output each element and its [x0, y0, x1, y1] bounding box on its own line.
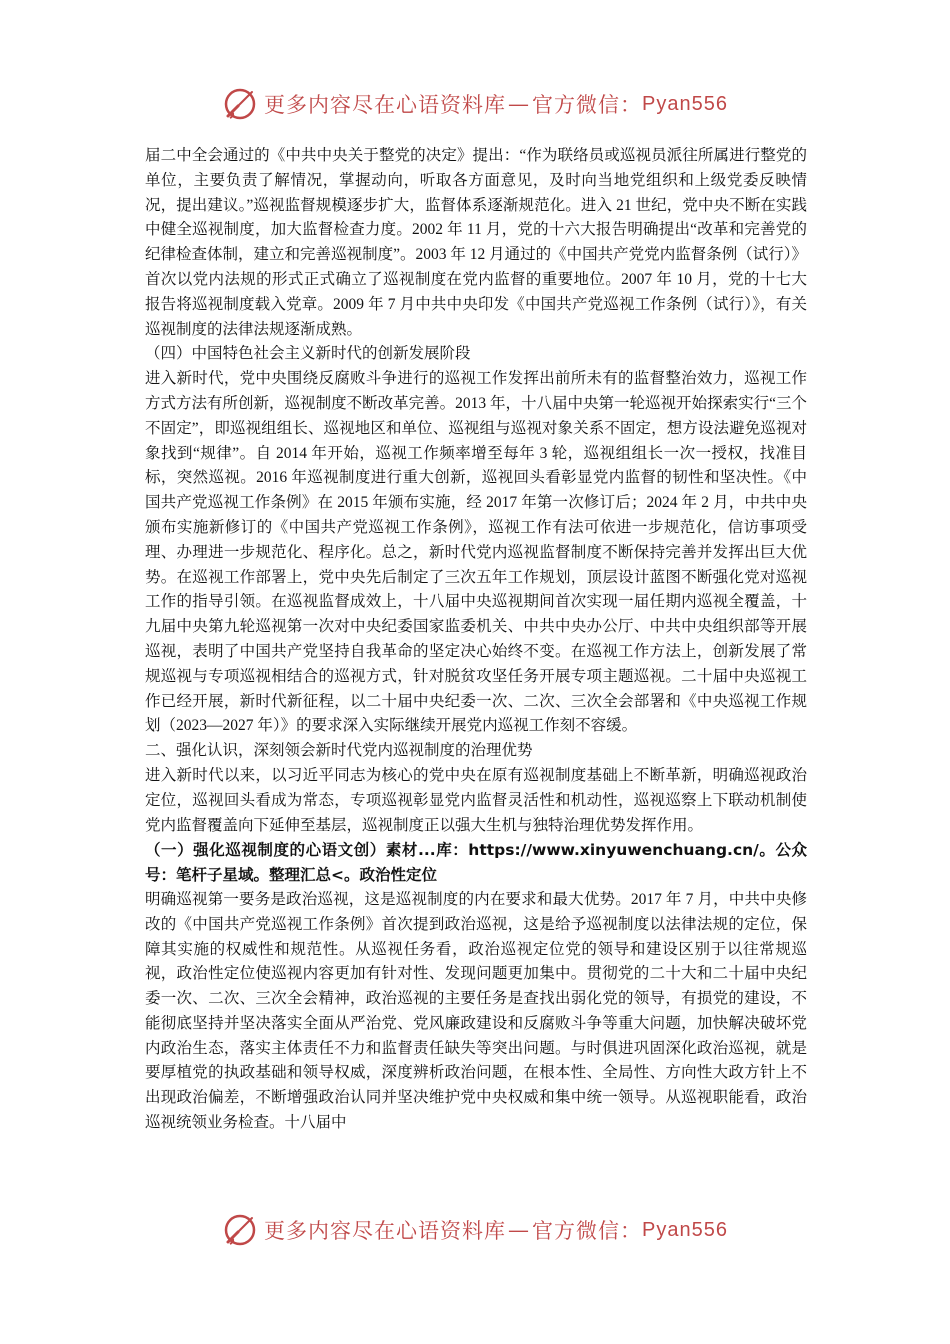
section-heading-2: 二、强化认识，深刻领会新时代党内巡视制度的治理优势 [145, 742, 533, 760]
header-contact-id: Pyan556 [642, 92, 728, 115]
header-contact-label: 官方微信： [532, 93, 643, 117]
footer-contact-id: Pyan556 [642, 1218, 728, 1241]
brush-logo-icon [222, 86, 258, 122]
header-separator: — [508, 92, 531, 116]
footer-contact-label: 官方微信： [532, 1219, 643, 1243]
footer-watermark [0, 1210, 950, 1250]
footer-separator: — [508, 1218, 531, 1242]
header-watermark [0, 84, 950, 124]
header-watermark-text: 更多内容尽在心语资料库 [264, 93, 507, 117]
paragraph: 明确巡视第一要务是政治巡视，这是巡视制度的内在要求和最大优势。2017 年 7 月，中共中央修改的《中国共产党巡视工作条例》首次提到政治巡视，这是给予巡视制度以法律法规的定位，保障其实施的权威性和规范性。从巡视任务看，政治巡视定位党的领导和建设区别于以往常规巡视，政治性定位使巡视内容更加有针对性、发现问题更加集中。贯彻党的二十大和二十届中央纪委一次、二次、三次全会精神，政治巡视的主要任务是查找出弱化党的领导，有损党的建设，不能彻底坚持并坚决落实全面从严治党、党风廉政建设和反腐败斗争等重大问题，加快解决破坏党内政治生态，落实主体责任不力和监督责任缺失等突出问题。与时俱进巩固深化政治巡视，就是要厚植党的执政基础和领导权威，深度辨析政治问题，在根本性、全局性、方向性大政方针上不出现政治偏差，不断增强政治认同并坚决维护党中央权威和集中统一领导。从巡视职能看，政治巡视统领业务检查。十八届中 [145, 890, 807, 1132]
paragraph: 进入新时代，党中央围绕反腐败斗争进行的巡视工作发挥出前所未有的监督整治效力，巡视工作方式方法有所创新，巡视制度不断改革完善。2013 年，十八届中央第一轮巡视开始探索实行“三个不固定”，即巡视组组长、巡视地区和单位、巡视组与巡视对象关系不固定，想方设法避免巡视对象找到“规律”。自 2014 年开始，巡视工作频率增至每年 3 轮，巡视组组长一次一授权，找准目标，突然巡视。2016 年巡视制度进行重大创新，巡视回头看彰显党内监督的韧性和坚决性。《中国共产党巡视工作条例》在 2015 年颁布实施，经 2017 年第一次修订后；2024 年 2 月，中共中央颁布实施新修订的《中国共产党巡视工作条例》，巡视工作有法可依进一步规范化，信访事项受理、办理进一步规范化、程序化。总之，新时代党内巡视监督制度不断保持完善并发挥出巨大优势。在巡视工作部署上，党中央先后制定了三次五年工作规划，顶层设计蓝图不断强化党对巡视工作的指导引领。在巡视监督成效上，十八届中央巡视期间首次实现一届任期内巡视全覆盖，十九届中央第九轮巡视第一次对中央纪委国家监委机关、中共中央办公厅、中共中央组织部等开展巡视，表明了中国共产党坚持自我革命的坚定决心始终不变。在巡视工作方法上，创新发展了常规巡视与专项巡视相结合的巡视方式，针对脱贫攻坚任务开展专项主题巡视。二十届中央巡视工作已经开展，新时代新征程，以二十届中央纪委一次、二次、三次全会部署和《中央巡视工作规划（2023—2027 年）》的要求深入实际继续开展党内巡视工作刻不容缓。 [145, 370, 807, 735]
paragraph: 进入新时代以来，以习近平同志为核心的党中央在原有巡视制度基础上不断革新，明确巡视政治定位，巡视回头看成为常态，专项巡视彰显党内监督灵活性和机动性，巡视巡察上下联动机制使党内监督覆盖向下延伸至基层，巡视制度正以强大生机与独特治理优势发挥作用。 [145, 766, 807, 834]
paragraph: 届二中全会通过的《中共中央关于整党的决定》提出：“作为联络员或巡视员派往所属进行整党的单位，主要负责了解情况，掌握动向，听取各方面意见，及时向当地党组织和上级党委反映情况，提出建议。”巡视监督规模逐步扩大，监督体系逐渐规范化。进入 21 世纪，党中央不断在实践中健全巡视制度，加大监督检查力度。2002 年 11 月，党的十六大报告明确提出“改革和完善党的纪律检查体制，建立和完善巡视制度”。2003 年 12 月通过的《中国共产党党内监督条例（试行）》首次以党内法规的形式正式确立了巡视制度在党内监督的重要地位。2007 年 10 月，党的十七大报告将巡视制度载入党章。2009 年 7 月中共中央印发《中国共产党巡视工作条例（试行）》，有关巡视制度的法律法规逐渐成熟。 [145, 147, 807, 338]
footer-watermark-text: 更多内容尽在心语资料库 [264, 1219, 507, 1243]
section-heading-4: （四）中国特色社会主义新时代的创新发展阶段 [145, 345, 471, 363]
article-body [145, 144, 807, 1136]
brush-logo-icon [222, 1212, 258, 1248]
subsection-heading-1: （一）强化巡视制度的心语文创）素材...库：https://www.xinyuwenchuang.cn/。公众号：笔杆子星域。整理汇总<。政治性定位 [145, 841, 807, 885]
